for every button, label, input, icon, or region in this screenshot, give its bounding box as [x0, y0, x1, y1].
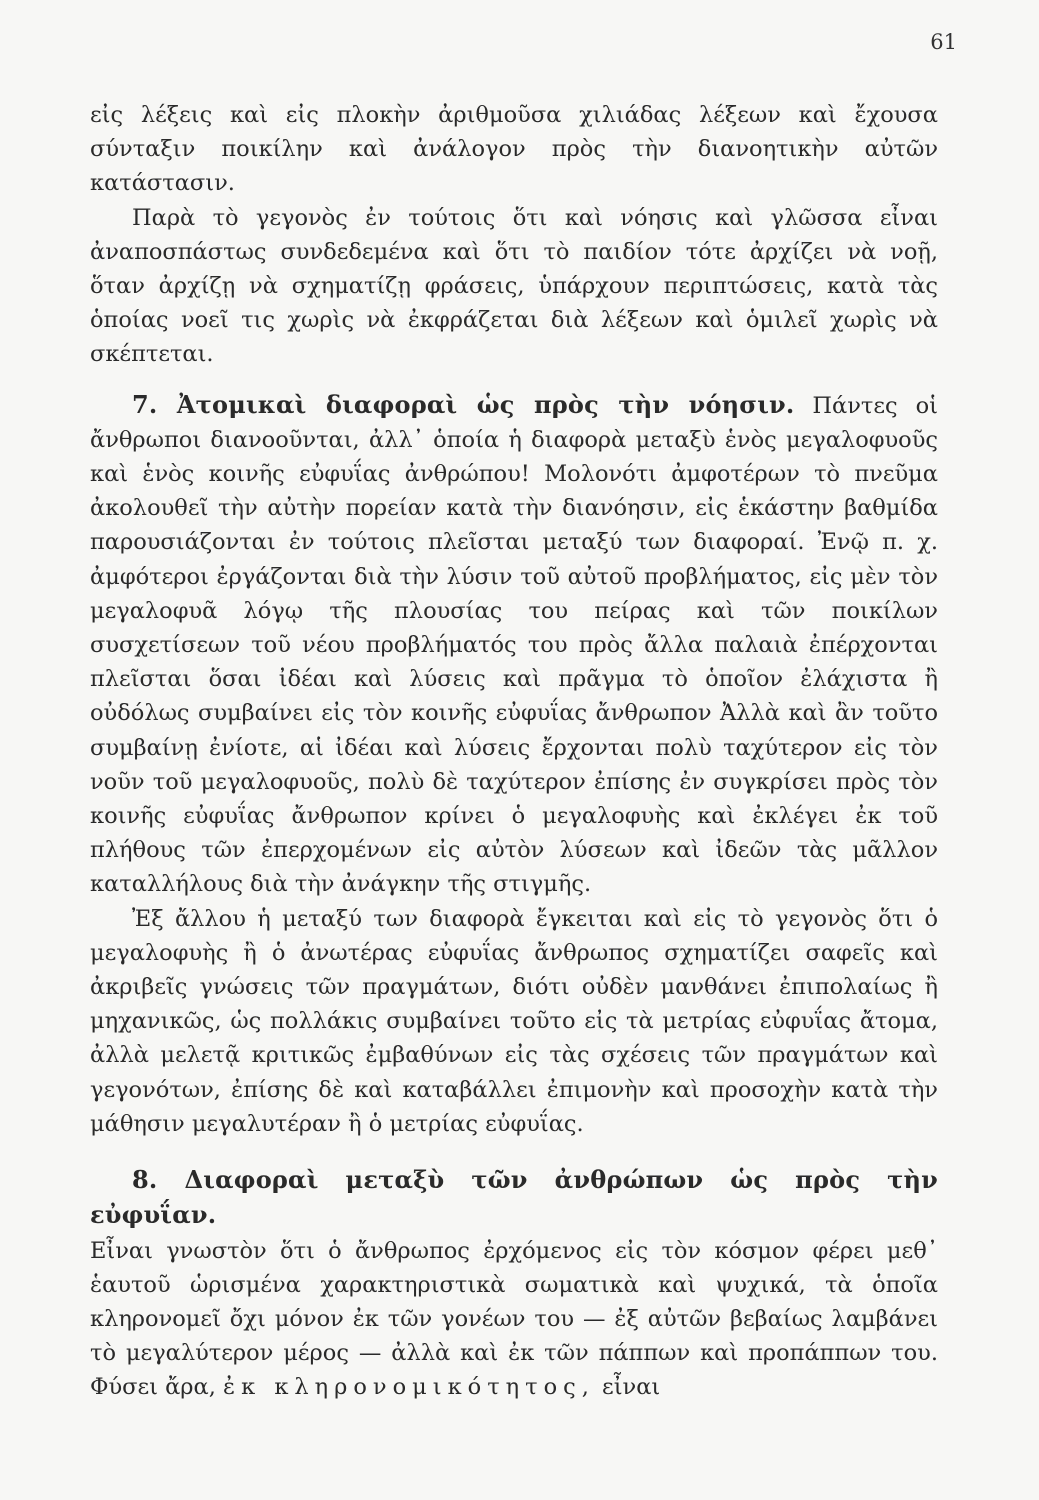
section-7-paragraph-2: Ἐξ ἄλλου ἡ μεταξύ των διαφορὰ ἔγκειται καὶ εἰς τὸ γεγονὸς ὅτι ὁ μεγαλοφυὴς ἢ ὁ ἀνωτέρας εὐφυΐας ἄνθρωπος σχηματίζει σαφεῖς καὶ ἀκριβεῖς γνώσεις τῶν πραγμάτων, διότι οὐδὲν μανθάνει ἐπιπολαίως ἢ μηχανικῶς, ὡς πολλάκις συμβαίνει τοῦτο εἰς τὰ μετρίας εὐφυΐας ἄτομα, ἀλλὰ μελετᾷ κριτικῶς ἐμβαθύνων εἰς τὰς σχέσεις τῶν πραγμάτων καὶ γεγονότων, ἐπίσης δὲ καὶ καταβάλλει ἐπιμονὴν καὶ προσοχὴν κατὰ τὴν μάθησιν μεγαλυτέραν ἢ ὁ μετρίας εὐφυΐας.	[90, 905, 938, 1137]
section-8-text-after: εἶναι	[602, 1374, 661, 1401]
page-body	[90, 98, 938, 1405]
paragraph-intro-thought-language: Παρὰ τὸ γεγονὸς ἐν τούτοις ὅτι καὶ νόησις καὶ γλῶσσα εἶναι ἀναποσπάστως συνδεδεμένα καὶ ὅτι τὸ παιδίον τότε ἀρχίζει νὰ νοῇ, ὅταν ἀρχίζῃ νὰ σχηματίζῃ φράσεις, ὑπάρχουν περιπτώσεις, κατὰ τὰς ὁποίας νοεῖ τις χωρὶς νὰ ἐκφράζεται διὰ λέξεων καὶ ὁμιλεῖ χωρὶς νὰ σκέπτεται.	[90, 204, 938, 368]
section-7-paragraph-1	[90, 388, 938, 902]
paragraph-intro-continuation: εἰς λέξεις καὶ εἰς πλοκὴν ἀριθμοῦσα χιλιάδας λέξεων καὶ ἔχουσα σύνταξιν ποικίλην καὶ ἀνάλογον πρὸς τὴν διανοητικὴν αὐτῶν κατάστασιν.	[90, 102, 938, 197]
section-8-heading-line	[90, 1163, 938, 1233]
section-8-heading: 8. Διαφοραὶ μεταξὺ τῶν ἀνθρώπων ὡς πρὸς τὴν εὐφυΐαν.	[90, 1165, 938, 1230]
section-8	[90, 1163, 938, 1404]
section-8-spaced-term: ἐκ κληρονομικότητος,	[223, 1374, 595, 1401]
page-number: 61	[930, 30, 957, 54]
section-8-text-before: Εἶναι γνωστὸν ὅτι ὁ ἄνθρωπος ἐρχόμενος εἰς τὸν κόσμον φέρει μεθ᾽ ἑαυτοῦ ὡρισμένα χαρακτηριστικὰ σωματικὰ καὶ ψυχικά, τὰ ὁποῖα κληρονομεῖ ὄχι μόνον ἐκ τῶν γονέων του — ἐξ αὐτῶν βεβαίως λαμβάνει τὸ μεγαλύτερον μέρος — ἀλλὰ καὶ ἐκ τῶν πάππων καὶ προπάππων του. Φύσει ἄρα,	[90, 1237, 938, 1401]
section-7-heading: 7. Ἀτομικαὶ διαφοραὶ ὡς πρὸς τὴν νόησιν.	[132, 389, 795, 419]
section-7	[90, 388, 938, 1141]
section-8-paragraph	[90, 1234, 938, 1405]
section-7-text-1: Πάντες οἱ ἄνθρωποι διανοοῦνται, ἀλλ᾽ ὁποία ἡ διαφορὰ μεταξὺ ἑνὸς μεγαλοφυοῦς καὶ ἑνὸς κοινῆς εὐφυΐας ἀνθρώπου! Μολονότι ἀμφοτέρων τὸ πνεῦμα ἀκολουθεῖ τὴν αὐτὴν πορείαν κατὰ τὴν διανόησιν, εἰς ἑκάστην βαθμίδα παρουσιάζονται ἐν τούτοις πλεῖσται μεταξύ των διαφοραί. Ἐνῷ π. χ. ἀμφότεροι ἐργάζονται διὰ τὴν λύσιν τοῦ αὐτοῦ προβλήματος, εἰς μὲν τὸν μεγαλοφυᾶ λόγῳ τῆς πλουσίας του πείρας καὶ τῶν ποικίλων συσχετίσεων τοῦ νέου προβλήματός του πρὸς ἄλλα παλαιὰ ἐπέρχονται πλεῖσται ὅσαι ἰδέαι καὶ λύσεις καὶ πρᾶγμα τὸ ὁποῖον ἐλάχιστα ἢ οὐδόλως συμβαίνει εἰς τὸν κοινῆς εὐφυΐας ἄνθρωπον Ἀλλὰ καὶ ἂν τοῦτο συμβαίνῃ ἐνίοτε, αἱ ἰδέαι καὶ λύσεις ἔρχονται πολὺ ταχύτερον εἰς τὸν νοῦν τοῦ μεγαλοφυοῦς, πολὺ δὲ ταχύτερον ἐπίσης ἐν συγκρίσει πρὸς τὸν κοινῆς εὐφυΐας ἄνθρωπον κρίνει ὁ μεγαλοφυὴς καὶ ἐκλέγει ἐκ τοῦ πλήθους τῶν ἐπερχομένων εἰς αὐτὸν λύσεων καὶ ἰδεῶν τὰς μᾶλλον καταλλήλους διὰ τὴν ἀνάγκην τῆς στιγμῆς.	[90, 392, 938, 898]
